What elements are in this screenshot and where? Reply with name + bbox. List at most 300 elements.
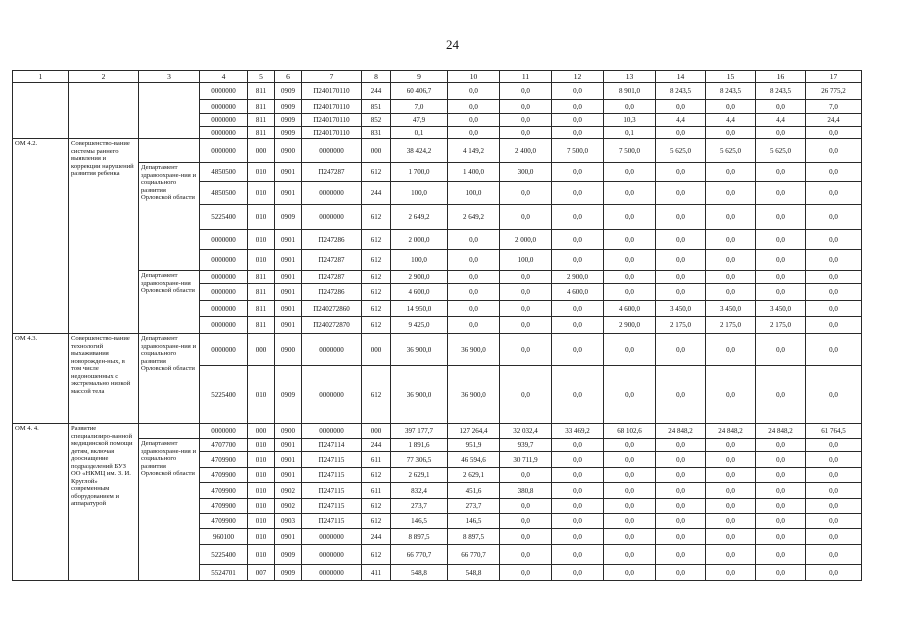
cell-col-12: 0,0 bbox=[552, 514, 604, 529]
cell-col-13: 2 900,0 bbox=[604, 317, 656, 334]
cell-col-6: 0909 bbox=[275, 565, 302, 581]
cell-col-7: П247287 bbox=[302, 163, 362, 182]
cell-col-15: 0,0 bbox=[706, 545, 756, 565]
cell-col-16: 0,0 bbox=[756, 529, 806, 545]
cell-col-13: 0,0 bbox=[604, 439, 656, 452]
cell-col-4: 5225400 bbox=[200, 366, 248, 424]
cell-col-6: 0901 bbox=[275, 284, 302, 301]
cell-col-11: 0,0 bbox=[500, 301, 552, 317]
cell-col-8: 244 bbox=[362, 529, 391, 545]
cell-col-17: 0,0 bbox=[806, 468, 862, 483]
cell-col-10: 0,0 bbox=[448, 284, 500, 301]
cell-col-14: 0,0 bbox=[656, 163, 706, 182]
cell-col-6: 0901 bbox=[275, 317, 302, 334]
header-col-17: 17 bbox=[806, 71, 862, 83]
cell-col-4: 0000000 bbox=[200, 424, 248, 439]
cell-col-9: 9 425,0 bbox=[391, 317, 448, 334]
cell-col-10: 0,0 bbox=[448, 127, 500, 139]
cell-col-6: 0901 bbox=[275, 230, 302, 250]
cell-col-17: 7,0 bbox=[806, 100, 862, 114]
cell-col-10: 0,0 bbox=[448, 317, 500, 334]
cell-col-10: 451,6 bbox=[448, 483, 500, 499]
cell-col-5: 000 bbox=[248, 424, 275, 439]
cell-col-11: 100,0 bbox=[500, 250, 552, 271]
cell-col-8: 000 bbox=[362, 424, 391, 439]
cell-col-7: 0000000 bbox=[302, 334, 362, 366]
cell-col-5: 010 bbox=[248, 163, 275, 182]
cell-col-11: 0,0 bbox=[500, 127, 552, 139]
cell-col-13: 0,0 bbox=[604, 182, 656, 205]
cell-col-4: 4850500 bbox=[200, 182, 248, 205]
cell-col-9: 7,0 bbox=[391, 100, 448, 114]
cell-col-15: 0,0 bbox=[706, 468, 756, 483]
cell-col-9: 1 891,6 bbox=[391, 439, 448, 452]
header-col-15: 15 bbox=[706, 71, 756, 83]
cell-col-10: 46 594,6 bbox=[448, 452, 500, 468]
cell-col-12: 0,0 bbox=[552, 301, 604, 317]
cell-col-13: 0,0 bbox=[604, 483, 656, 499]
cell-col-6: 0909 bbox=[275, 100, 302, 114]
cell-col-11: 0,0 bbox=[500, 529, 552, 545]
cell-col-17: 0,0 bbox=[806, 271, 862, 284]
cell-col-13: 0,0 bbox=[604, 205, 656, 230]
cell-col-12: 0,0 bbox=[552, 83, 604, 100]
cell-col-6: 0902 bbox=[275, 499, 302, 514]
cell-col-8: 612 bbox=[362, 205, 391, 230]
cell-col-10: 2 649,2 bbox=[448, 205, 500, 230]
cell-col-11: 939,7 bbox=[500, 439, 552, 452]
cell-col-17: 0,0 bbox=[806, 483, 862, 499]
cell-col-13: 0,0 bbox=[604, 499, 656, 514]
cell-col-15: 0,0 bbox=[706, 182, 756, 205]
executor-cell: Департамент здравоохране-ния и социального развития Орловской области bbox=[139, 163, 200, 271]
cell-col-9: 8 897,5 bbox=[391, 529, 448, 545]
header-col-4: 4 bbox=[200, 71, 248, 83]
cell-col-5: 010 bbox=[248, 439, 275, 452]
cell-col-14: 0,0 bbox=[656, 565, 706, 581]
cell-col-5: 000 bbox=[248, 334, 275, 366]
cell-col-12: 0,0 bbox=[552, 565, 604, 581]
cell-col-16: 0,0 bbox=[756, 127, 806, 139]
cell-col-14: 0,0 bbox=[656, 230, 706, 250]
cell-col-10: 36 900,0 bbox=[448, 334, 500, 366]
cell-col-9: 100,0 bbox=[391, 182, 448, 205]
cell-col-4: 4709900 bbox=[200, 468, 248, 483]
cell-col-4: 4709900 bbox=[200, 452, 248, 468]
cell-col-15: 0,0 bbox=[706, 452, 756, 468]
cell-col-10: 0,0 bbox=[448, 301, 500, 317]
cell-col-11: 2 400,0 bbox=[500, 139, 552, 163]
header-col-6: 6 bbox=[275, 71, 302, 83]
cell-col-15: 0,0 bbox=[706, 565, 756, 581]
cell-col-11: 0,0 bbox=[500, 271, 552, 284]
cell-col-17: 24,4 bbox=[806, 114, 862, 127]
cell-col-14: 0,0 bbox=[656, 439, 706, 452]
cell-col-12: 0,0 bbox=[552, 366, 604, 424]
cell-col-9: 1 700,0 bbox=[391, 163, 448, 182]
cell-col-13: 0,0 bbox=[604, 452, 656, 468]
header-col-2: 2 bbox=[69, 71, 139, 83]
cell-col-5: 007 bbox=[248, 565, 275, 581]
cell-col-14: 0,0 bbox=[656, 514, 706, 529]
cell-col-14: 0,0 bbox=[656, 182, 706, 205]
cell-col-7: П247286 bbox=[302, 230, 362, 250]
cell-col-7: П247287 bbox=[302, 250, 362, 271]
cell-col-17: 0,0 bbox=[806, 182, 862, 205]
cell-col-14: 5 625,0 bbox=[656, 139, 706, 163]
cell-col-12: 2 900,0 bbox=[552, 271, 604, 284]
cell-col-5: 010 bbox=[248, 529, 275, 545]
cell-col-17: 0,0 bbox=[806, 529, 862, 545]
cell-col-7: 0000000 bbox=[302, 205, 362, 230]
cell-col-11: 0,0 bbox=[500, 114, 552, 127]
cell-col-6: 0901 bbox=[275, 439, 302, 452]
header-col-3: 3 bbox=[139, 71, 200, 83]
cell-col-13: 0,0 bbox=[604, 271, 656, 284]
cell-col-6: 0909 bbox=[275, 545, 302, 565]
cell-col-10: 36 900,0 bbox=[448, 366, 500, 424]
cell-col-11: 0,0 bbox=[500, 565, 552, 581]
cell-col-14: 4,4 bbox=[656, 114, 706, 127]
cell-col-11: 0,0 bbox=[500, 182, 552, 205]
cell-col-7: 0000000 bbox=[302, 366, 362, 424]
cell-col-12: 0,0 bbox=[552, 230, 604, 250]
cell-col-10: 0,0 bbox=[448, 250, 500, 271]
cell-col-7: 0000000 bbox=[302, 139, 362, 163]
cell-col-14: 0,0 bbox=[656, 452, 706, 468]
section-description: Совершенство-вание системы раннего выявления и коррекции нарушений развития ребенка bbox=[69, 139, 139, 334]
cell-col-12: 0,0 bbox=[552, 468, 604, 483]
cell-col-13: 0,0 bbox=[604, 468, 656, 483]
cell-col-16: 3 450,0 bbox=[756, 301, 806, 317]
cell-col-10: 4 149,2 bbox=[448, 139, 500, 163]
cell-col-5: 010 bbox=[248, 230, 275, 250]
cell-col-5: 010 bbox=[248, 182, 275, 205]
cell-col-5: 811 bbox=[248, 127, 275, 139]
cell-col-7: П247115 bbox=[302, 452, 362, 468]
cell-col-12: 0,0 bbox=[552, 250, 604, 271]
header-col-7: 7 bbox=[302, 71, 362, 83]
cell-col-4: 5524701 bbox=[200, 565, 248, 581]
cell-col-17: 61 764,5 bbox=[806, 424, 862, 439]
cell-col-17: 0,0 bbox=[806, 439, 862, 452]
cell-col-10: 8 897,5 bbox=[448, 529, 500, 545]
cell-col-6: 0901 bbox=[275, 250, 302, 271]
cell-col-15: 0,0 bbox=[706, 163, 756, 182]
cell-col-6: 0909 bbox=[275, 205, 302, 230]
cell-col-4: 0000000 bbox=[200, 139, 248, 163]
cell-col-6: 0900 bbox=[275, 139, 302, 163]
cell-col-14: 0,0 bbox=[656, 100, 706, 114]
cell-col-13: 0,0 bbox=[604, 100, 656, 114]
cell-col-13: 0,0 bbox=[604, 366, 656, 424]
cell-col-15: 0,0 bbox=[706, 334, 756, 366]
cell-col-7: 0000000 bbox=[302, 182, 362, 205]
cell-col-14: 0,0 bbox=[656, 468, 706, 483]
cell-col-9: 146,5 bbox=[391, 514, 448, 529]
cell-col-15: 8 243,5 bbox=[706, 83, 756, 100]
cell-col-4: 0000000 bbox=[200, 83, 248, 100]
cell-col-17: 0,0 bbox=[806, 230, 862, 250]
cell-col-17: 0,0 bbox=[806, 163, 862, 182]
cell-col-5: 010 bbox=[248, 250, 275, 271]
cell-col-15: 0,0 bbox=[706, 271, 756, 284]
cell-col-9: 60 406,7 bbox=[391, 83, 448, 100]
cell-col-17: 0,0 bbox=[806, 205, 862, 230]
cell-col-4: 0000000 bbox=[200, 284, 248, 301]
cell-col-7: П247115 bbox=[302, 483, 362, 499]
header-col-8: 8 bbox=[362, 71, 391, 83]
section-code: ОМ 4. 4. bbox=[13, 424, 69, 581]
cell-col-14: 0,0 bbox=[656, 250, 706, 271]
cell-col-12: 33 469,2 bbox=[552, 424, 604, 439]
cell-col-12: 0,0 bbox=[552, 483, 604, 499]
cell-col-15: 4,4 bbox=[706, 114, 756, 127]
cell-col-15: 0,0 bbox=[706, 100, 756, 114]
table-row bbox=[13, 83, 862, 100]
cell-col-11: 380,8 bbox=[500, 483, 552, 499]
cell-col-5: 811 bbox=[248, 301, 275, 317]
cell-col-10: 548,8 bbox=[448, 565, 500, 581]
cell-col-8: 612 bbox=[362, 514, 391, 529]
cell-col-10: 100,0 bbox=[448, 182, 500, 205]
cell-col-5: 010 bbox=[248, 452, 275, 468]
cell-col-16: 2 175,0 bbox=[756, 317, 806, 334]
cell-col-8: 612 bbox=[362, 468, 391, 483]
cell-col-12: 0,0 bbox=[552, 439, 604, 452]
cell-col-8: 612 bbox=[362, 284, 391, 301]
executor-cell: Департамент здравоохране-ния и социального развития Орловской области bbox=[139, 334, 200, 424]
cell-col-14: 0,0 bbox=[656, 271, 706, 284]
cell-col-17: 26 775,2 bbox=[806, 83, 862, 100]
table-row bbox=[13, 139, 862, 163]
executor-cell bbox=[139, 424, 200, 439]
section-code: ОМ 4.3. bbox=[13, 334, 69, 424]
cell-col-17: 0,0 bbox=[806, 366, 862, 424]
cell-col-9: 38 424,2 bbox=[391, 139, 448, 163]
cell-col-8: 612 bbox=[362, 230, 391, 250]
cell-col-6: 0901 bbox=[275, 529, 302, 545]
cell-col-8: 244 bbox=[362, 182, 391, 205]
cell-col-6: 0909 bbox=[275, 114, 302, 127]
cell-col-16: 24 848,2 bbox=[756, 424, 806, 439]
cell-col-7: П247287 bbox=[302, 271, 362, 284]
cell-col-8: 000 bbox=[362, 139, 391, 163]
cell-col-5: 811 bbox=[248, 100, 275, 114]
cell-col-14: 24 848,2 bbox=[656, 424, 706, 439]
cell-col-6: 0903 bbox=[275, 514, 302, 529]
cell-col-6: 0909 bbox=[275, 83, 302, 100]
section-description: Развитие специализиро-ванной медицинской помощи детям, включая дооснащение подразделений БУЗ ОО «НКМЦ им. З. И. Круглой» современным оборудованием и аппаратурой bbox=[69, 424, 139, 581]
cell-col-14: 0,0 bbox=[656, 499, 706, 514]
cell-col-11: 0,0 bbox=[500, 334, 552, 366]
cell-col-11: 0,0 bbox=[500, 284, 552, 301]
cell-col-13: 7 500,0 bbox=[604, 139, 656, 163]
cell-col-13: 0,0 bbox=[604, 230, 656, 250]
header-col-16: 16 bbox=[756, 71, 806, 83]
cell-col-6: 0901 bbox=[275, 182, 302, 205]
cell-col-14: 3 450,0 bbox=[656, 301, 706, 317]
cell-col-8: 244 bbox=[362, 83, 391, 100]
table-row bbox=[13, 334, 862, 366]
executor-cell bbox=[139, 83, 200, 139]
cell-col-14: 0,0 bbox=[656, 366, 706, 424]
cell-col-16: 0,0 bbox=[756, 334, 806, 366]
cell-col-15: 0,0 bbox=[706, 514, 756, 529]
cell-col-14: 0,0 bbox=[656, 483, 706, 499]
cell-col-8: 612 bbox=[362, 545, 391, 565]
cell-col-11: 0,0 bbox=[500, 317, 552, 334]
cell-col-11: 0,0 bbox=[500, 100, 552, 114]
cell-col-13: 0,0 bbox=[604, 514, 656, 529]
cell-col-16: 0,0 bbox=[756, 230, 806, 250]
cell-col-9: 66 770,7 bbox=[391, 545, 448, 565]
cell-col-10: 0,0 bbox=[448, 230, 500, 250]
cell-col-5: 010 bbox=[248, 205, 275, 230]
cell-col-15: 24 848,2 bbox=[706, 424, 756, 439]
cell-col-6: 0901 bbox=[275, 271, 302, 284]
cell-col-12: 0,0 bbox=[552, 499, 604, 514]
section-description: Совершенство-вание технологий выхаживания новорожден-ных, в том числе недоношенных с экстремально низкой массой тела bbox=[69, 334, 139, 424]
cell-col-10: 0,0 bbox=[448, 100, 500, 114]
cell-col-11: 0,0 bbox=[500, 205, 552, 230]
table-row bbox=[13, 424, 862, 439]
cell-col-12: 0,0 bbox=[552, 114, 604, 127]
cell-col-16: 0,0 bbox=[756, 452, 806, 468]
cell-col-16: 0,0 bbox=[756, 499, 806, 514]
cell-col-16: 0,0 bbox=[756, 545, 806, 565]
cell-col-17: 0,0 bbox=[806, 334, 862, 366]
cell-col-4: 960100 bbox=[200, 529, 248, 545]
cell-col-17: 0,0 bbox=[806, 545, 862, 565]
cell-col-15: 0,0 bbox=[706, 250, 756, 271]
cell-col-14: 0,0 bbox=[656, 545, 706, 565]
section-code: ОМ 4.2. bbox=[13, 139, 69, 334]
cell-col-5: 811 bbox=[248, 83, 275, 100]
cell-col-17: 0,0 bbox=[806, 565, 862, 581]
cell-col-12: 0,0 bbox=[552, 334, 604, 366]
cell-col-11: 0,0 bbox=[500, 545, 552, 565]
cell-col-4: 4850500 bbox=[200, 163, 248, 182]
cell-col-10: 1 400,0 bbox=[448, 163, 500, 182]
cell-col-7: 0000000 bbox=[302, 545, 362, 565]
cell-col-6: 0900 bbox=[275, 334, 302, 366]
cell-col-9: 2 629,1 bbox=[391, 468, 448, 483]
cell-col-4: 4707700 bbox=[200, 439, 248, 452]
cell-col-6: 0900 bbox=[275, 424, 302, 439]
cell-col-8: 851 bbox=[362, 100, 391, 114]
budget-table-wrapper bbox=[12, 70, 862, 581]
cell-col-14: 0,0 bbox=[656, 284, 706, 301]
cell-col-11: 30 711,9 bbox=[500, 452, 552, 468]
cell-col-11: 0,0 bbox=[500, 468, 552, 483]
cell-col-7: П247115 bbox=[302, 468, 362, 483]
cell-col-14: 0,0 bbox=[656, 334, 706, 366]
cell-col-13: 0,0 bbox=[604, 284, 656, 301]
cell-col-7: П240170110 bbox=[302, 83, 362, 100]
cell-col-12: 0,0 bbox=[552, 545, 604, 565]
cell-col-6: 0901 bbox=[275, 452, 302, 468]
cell-col-12: 0,0 bbox=[552, 182, 604, 205]
cell-col-8: 852 bbox=[362, 114, 391, 127]
cell-col-16: 0,0 bbox=[756, 483, 806, 499]
cell-col-9: 2 649,2 bbox=[391, 205, 448, 230]
cell-col-16: 0,0 bbox=[756, 205, 806, 230]
cell-col-11: 2 000,0 bbox=[500, 230, 552, 250]
cell-col-6: 0901 bbox=[275, 468, 302, 483]
cell-col-15: 0,0 bbox=[706, 366, 756, 424]
cell-col-16: 0,0 bbox=[756, 439, 806, 452]
cell-col-15: 0,0 bbox=[706, 230, 756, 250]
cell-col-10: 0,0 bbox=[448, 83, 500, 100]
cell-col-15: 0,0 bbox=[706, 284, 756, 301]
cell-col-9: 2 900,0 bbox=[391, 271, 448, 284]
cell-col-15: 0,0 bbox=[706, 483, 756, 499]
cell-col-17: 0,0 bbox=[806, 127, 862, 139]
cell-col-7: 0000000 bbox=[302, 565, 362, 581]
cell-col-16: 4,4 bbox=[756, 114, 806, 127]
cell-col-9: 36 900,0 bbox=[391, 366, 448, 424]
budget-table bbox=[12, 70, 862, 581]
cell-col-16: 0,0 bbox=[756, 366, 806, 424]
cell-col-4: 4709900 bbox=[200, 514, 248, 529]
cell-col-11: 32 032,4 bbox=[500, 424, 552, 439]
cell-col-4: 4709900 bbox=[200, 483, 248, 499]
cell-col-4: 0000000 bbox=[200, 334, 248, 366]
cell-col-4: 0000000 bbox=[200, 100, 248, 114]
cell-col-17: 0,0 bbox=[806, 139, 862, 163]
cell-col-16: 0,0 bbox=[756, 565, 806, 581]
cell-col-9: 77 306,5 bbox=[391, 452, 448, 468]
cell-col-5: 811 bbox=[248, 284, 275, 301]
cell-col-4: 0000000 bbox=[200, 271, 248, 284]
cell-col-13: 0,0 bbox=[604, 529, 656, 545]
cell-col-7: П247286 bbox=[302, 284, 362, 301]
cell-col-12: 0,0 bbox=[552, 452, 604, 468]
cell-col-9: 0,1 bbox=[391, 127, 448, 139]
cell-col-5: 000 bbox=[248, 139, 275, 163]
cell-col-8: 612 bbox=[362, 301, 391, 317]
cell-col-6: 0909 bbox=[275, 366, 302, 424]
header-col-9: 9 bbox=[391, 71, 448, 83]
cell-col-10: 0,0 bbox=[448, 271, 500, 284]
cell-col-7: П247115 bbox=[302, 499, 362, 514]
cell-col-15: 0,0 bbox=[706, 499, 756, 514]
cell-col-7: П240272870 bbox=[302, 317, 362, 334]
cell-col-8: 612 bbox=[362, 366, 391, 424]
cell-col-8: 831 bbox=[362, 127, 391, 139]
cell-col-10: 0,0 bbox=[448, 114, 500, 127]
cell-col-16: 0,0 bbox=[756, 182, 806, 205]
cell-col-9: 100,0 bbox=[391, 250, 448, 271]
header-col-14: 14 bbox=[656, 71, 706, 83]
cell-col-12: 0,0 bbox=[552, 205, 604, 230]
cell-col-4: 0000000 bbox=[200, 127, 248, 139]
cell-col-5: 811 bbox=[248, 114, 275, 127]
cell-col-12: 7 500,0 bbox=[552, 139, 604, 163]
cell-col-8: 611 bbox=[362, 483, 391, 499]
cell-col-8: 612 bbox=[362, 499, 391, 514]
cell-col-13: 0,0 bbox=[604, 565, 656, 581]
cell-col-4: 5225400 bbox=[200, 205, 248, 230]
cell-col-13: 0,0 bbox=[604, 163, 656, 182]
cell-col-7: П240170110 bbox=[302, 114, 362, 127]
cell-col-15: 0,0 bbox=[706, 529, 756, 545]
cell-col-11: 300,0 bbox=[500, 163, 552, 182]
cell-col-8: 612 bbox=[362, 250, 391, 271]
cell-col-16: 0,0 bbox=[756, 468, 806, 483]
cell-col-8: 000 bbox=[362, 334, 391, 366]
